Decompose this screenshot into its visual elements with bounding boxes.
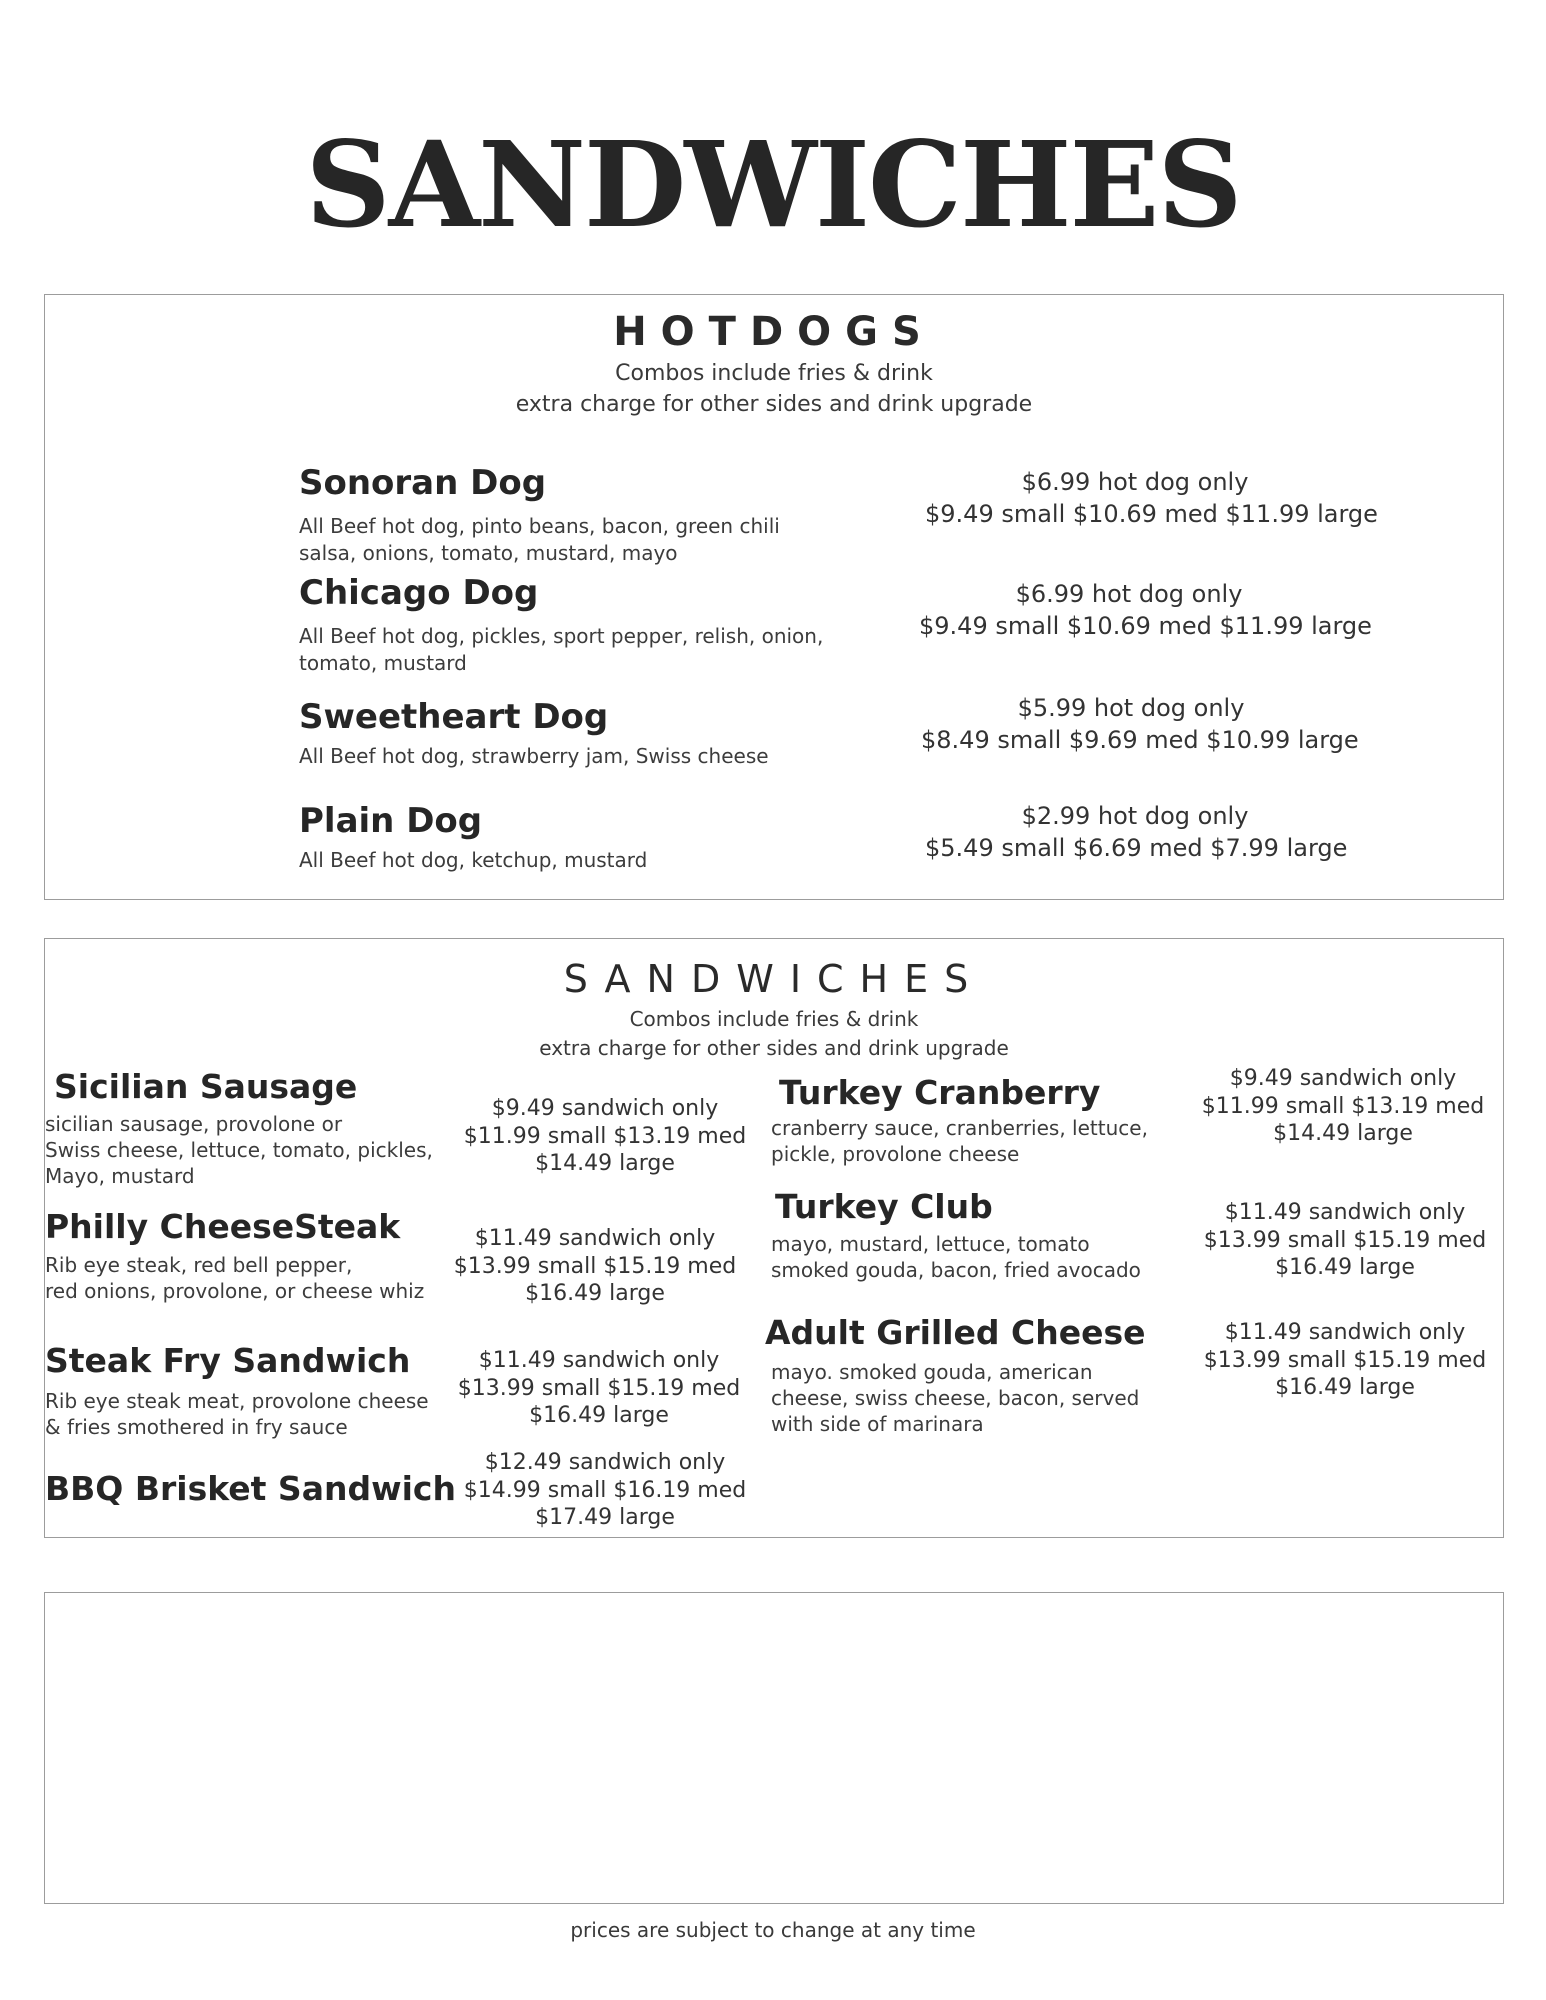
sandwich-name: BBQ Brisket Sandwich xyxy=(45,1469,456,1508)
description-line: with side of marinara xyxy=(771,1412,984,1436)
price-combo: $13.99 small $15.19 med xyxy=(1203,1347,1487,1373)
hotdog-price-single: $6.99 hot dog only xyxy=(1015,580,1243,608)
price-combo: $13.99 small $15.19 med xyxy=(1203,1227,1487,1253)
sandwich-description xyxy=(45,1388,465,1440)
price-large: $14.49 large xyxy=(1273,1121,1413,1147)
price-disclaimer: prices are subject to change at any time xyxy=(570,1918,976,1942)
sandwich-name: Adult Grilled Cheese xyxy=(765,1313,1146,1352)
description-line: Rib eye steak meat, provolone cheese xyxy=(45,1389,429,1413)
sandwich-description xyxy=(771,1359,1191,1437)
hotdog-description: All Beef hot dog, pickles, sport pepper, relish, onion, tomato, mustard xyxy=(299,624,824,675)
sandwich-name: Turkey Club xyxy=(775,1187,993,1226)
description-line: Rib eye steak, red bell pepper, xyxy=(45,1253,353,1277)
price-single: $12.49 sandwich only xyxy=(484,1450,726,1475)
hotdog-price-single: $6.99 hot dog only xyxy=(1021,468,1249,496)
sandwich-description xyxy=(45,1111,465,1189)
hotdogs-heading: HOTDOGS xyxy=(613,309,935,355)
price-single: $11.49 sandwich only xyxy=(474,1226,716,1251)
price-single: $9.49 sandwich only xyxy=(491,1096,719,1121)
sandwich-description xyxy=(771,1115,1191,1167)
description-line: mayo, mustard, lettuce, tomato xyxy=(771,1232,1090,1256)
hotdog-price-single: $2.99 hot dog only xyxy=(1021,802,1249,830)
price-large: $16.49 large xyxy=(525,1281,665,1307)
sandwich-price xyxy=(455,1449,755,1532)
hotdog-price-single: $5.99 hot dog only xyxy=(1017,694,1245,722)
empty-section-box xyxy=(44,1592,1504,1904)
price-combo: $14.99 small $16.19 med xyxy=(463,1477,747,1503)
description-line: red onions, provolone, or cheese whiz xyxy=(45,1279,425,1303)
hotdog-price-combo: $9.49 small $10.69 med $11.99 large xyxy=(919,612,1372,640)
price-single: $11.49 sandwich only xyxy=(1224,1320,1466,1345)
hotdog-name: Sweetheart Dog xyxy=(299,697,609,737)
hotdog-name: Plain Dog xyxy=(299,801,483,841)
hotdog-description: All Beef hot dog, strawberry jam, Swiss cheese xyxy=(299,744,769,768)
description-line: Mayo, mustard xyxy=(45,1164,195,1188)
price-large: $16.49 large xyxy=(529,1403,669,1429)
price-combo: $11.99 small $13.19 med xyxy=(1201,1093,1485,1119)
sandwiches-heading: SANDWICHES xyxy=(563,957,985,1001)
hotdogs-section xyxy=(44,294,1504,900)
sandwiches-upgrade-note: extra charge for other sides and drink upgrade xyxy=(539,1036,1009,1060)
price-single: $11.49 sandwich only xyxy=(1224,1200,1466,1225)
price-combo: $11.99 small $13.19 med xyxy=(463,1123,747,1149)
description-line: pickle, provolone cheese xyxy=(771,1142,1020,1166)
sandwiches-combo-note: Combos include fries & drink xyxy=(629,1007,919,1031)
description-line: sicilian sausage, provolone or xyxy=(45,1112,343,1136)
sandwich-price xyxy=(1193,1065,1493,1148)
sandwich-description xyxy=(45,1252,465,1304)
description-line: mayo. smoked gouda, american xyxy=(771,1360,1093,1384)
hotdogs-combo-note: Combos include fries & drink xyxy=(615,361,933,386)
hotdogs-upgrade-note: extra charge for other sides and drink upgrade xyxy=(515,392,1033,417)
page-title: SANDWICHES xyxy=(305,115,1241,254)
price-large: $17.49 large xyxy=(535,1505,675,1531)
sandwich-name: Steak Fry Sandwich xyxy=(45,1341,411,1380)
sandwich-price xyxy=(445,1225,745,1308)
description-line: Swiss cheese, lettuce, tomato, pickles, xyxy=(45,1138,433,1162)
sandwich-price xyxy=(1195,1319,1495,1402)
hotdog-name: Sonoran Dog xyxy=(299,463,547,503)
price-large: $14.49 large xyxy=(535,1151,675,1177)
sandwich-name: Sicilian Sausage xyxy=(54,1067,358,1106)
price-large: $16.49 large xyxy=(1275,1255,1415,1281)
description-line: cheese, swiss cheese, bacon, served xyxy=(771,1386,1140,1410)
hotdog-price-combo: $8.49 small $9.69 med $10.99 large xyxy=(921,726,1359,754)
description-line: cranberry sauce, cranberries, lettuce, xyxy=(771,1116,1148,1140)
description-line: & fries smothered in fry sauce xyxy=(45,1415,348,1439)
sandwiches-section xyxy=(44,938,1504,1538)
description-line: smoked gouda, bacon, fried avocado xyxy=(771,1258,1141,1282)
sandwich-price xyxy=(449,1347,749,1430)
hotdog-price-combo: $9.49 small $10.69 med $11.99 large xyxy=(925,500,1378,528)
sandwich-name: Turkey Cranberry xyxy=(779,1073,1101,1112)
hotdog-description: All Beef hot dog, pinto beans, bacon, green chili salsa, onions, tomato, mustard, mayo xyxy=(299,514,780,565)
hotdog-name: Chicago Dog xyxy=(299,573,539,613)
price-single: $11.49 sandwich only xyxy=(478,1348,720,1373)
sandwich-price xyxy=(1195,1199,1495,1282)
price-combo: $13.99 small $15.19 med xyxy=(457,1375,741,1401)
sandwich-price xyxy=(455,1095,755,1178)
sandwich-name: Philly CheeseSteak xyxy=(45,1207,401,1246)
price-large: $16.49 large xyxy=(1275,1375,1415,1401)
hotdog-description: All Beef hot dog, ketchup, mustard xyxy=(299,848,648,872)
price-combo: $13.99 small $15.19 med xyxy=(453,1253,737,1279)
hotdog-price-combo: $5.49 small $6.69 med $7.99 large xyxy=(925,834,1348,862)
sandwich-description xyxy=(771,1231,1191,1283)
price-single: $9.49 sandwich only xyxy=(1229,1066,1457,1091)
